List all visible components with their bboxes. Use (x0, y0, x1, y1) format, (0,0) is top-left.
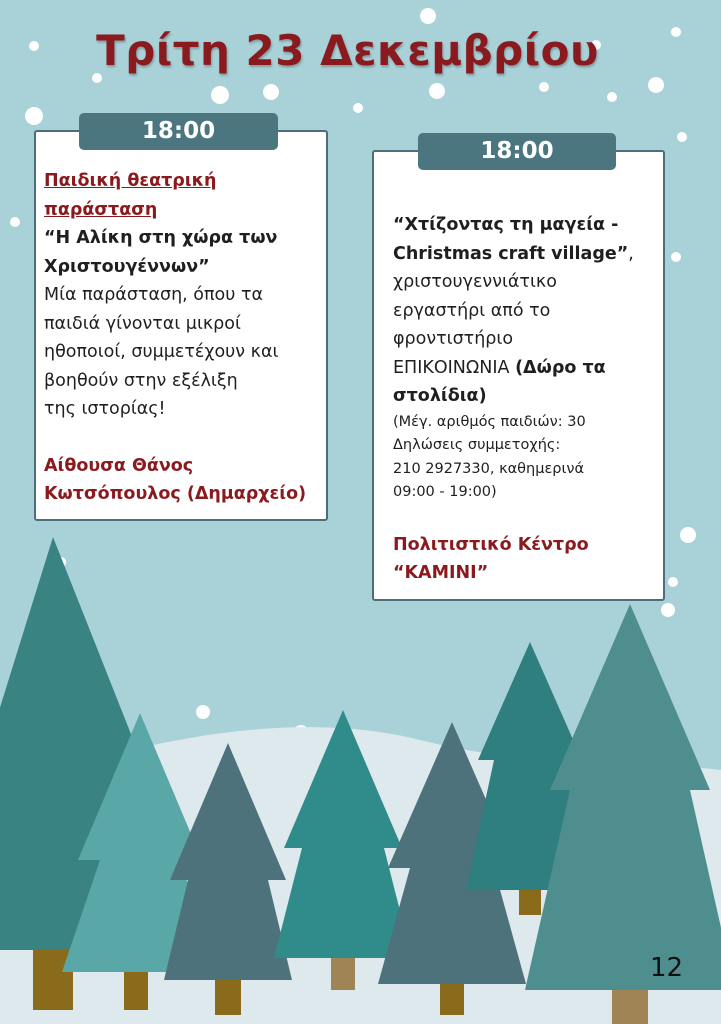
trees (0, 537, 721, 1024)
event-1-description-line-3: ηθοποιοί, συμμετέχουν και (44, 342, 279, 362)
event-2-venue-line-2: “ΚΑΜΙΝΙ” (393, 563, 489, 583)
event-2-name-line-2: Christmas craft village” (393, 243, 629, 264)
event-2-description-line-1: χριστουγεννιάτικο (393, 272, 557, 292)
event-1-description-line-2: παιδιά γίνονται μικροί (44, 313, 241, 334)
event-2-description-line-2: εργαστήρι από το (393, 300, 551, 321)
event-2-name-line-1: “Χτίζοντας τη μαγεία - (393, 215, 619, 235)
event-2-info-line-1: (Μέγ. αριθμός παιδιών: 30 (393, 413, 586, 430)
event-2-description-line-3: φροντιστήριο (393, 329, 514, 349)
event-1-venue-line-1: Αίθουσα Θάνος (44, 455, 194, 476)
event-1-description-line-1: Μία παράσταση, όπου τα (44, 285, 264, 305)
event-2-venue-line-1: Πολιτιστικό Κέντρο (393, 534, 589, 555)
event-2-description-line-4: ΕΠΙΚΟΙΝΩΝΙΑ (393, 357, 510, 378)
event-1-category-line-2: παράσταση (44, 199, 158, 220)
event-2-text (393, 211, 661, 588)
event-2-name-comma: , (628, 243, 634, 264)
event-2-gift-part-2: στολίδια) (393, 386, 487, 406)
event-1-time-badge: 18:00 (79, 113, 278, 150)
event-2-gift-part-1: (Δώρο τα (515, 357, 606, 378)
event-1-venue-line-2: Κωτσόπουλος (Δημαρχείο) (44, 484, 307, 504)
page-number: 12 (650, 953, 684, 983)
event-1-name-line-2: Χριστουγέννων” (44, 256, 210, 277)
event-1-text (44, 167, 326, 509)
event-1-name-line-1: “Η Αλίκη στη χώρα των (44, 228, 278, 248)
page-title: Τρίτη 23 Δεκεμβρίου (96, 26, 599, 75)
event-2-info-line-3: 210 2927330, καθημερινά (393, 460, 585, 477)
event-2-info-line-2: Δηλώσεις συμμετοχής: (393, 437, 561, 453)
event-1-category-line-1: Παιδική θεατρική (44, 171, 217, 191)
event-1-description-line-4: βοηθούν στην εξέλιξη (44, 370, 238, 391)
event-2-info-line-4: 09:00 - 19:00) (393, 484, 497, 500)
event-2-time-badge: 18:00 (418, 133, 616, 170)
event-1-description-line-5: της ιστορίας! (44, 399, 166, 419)
